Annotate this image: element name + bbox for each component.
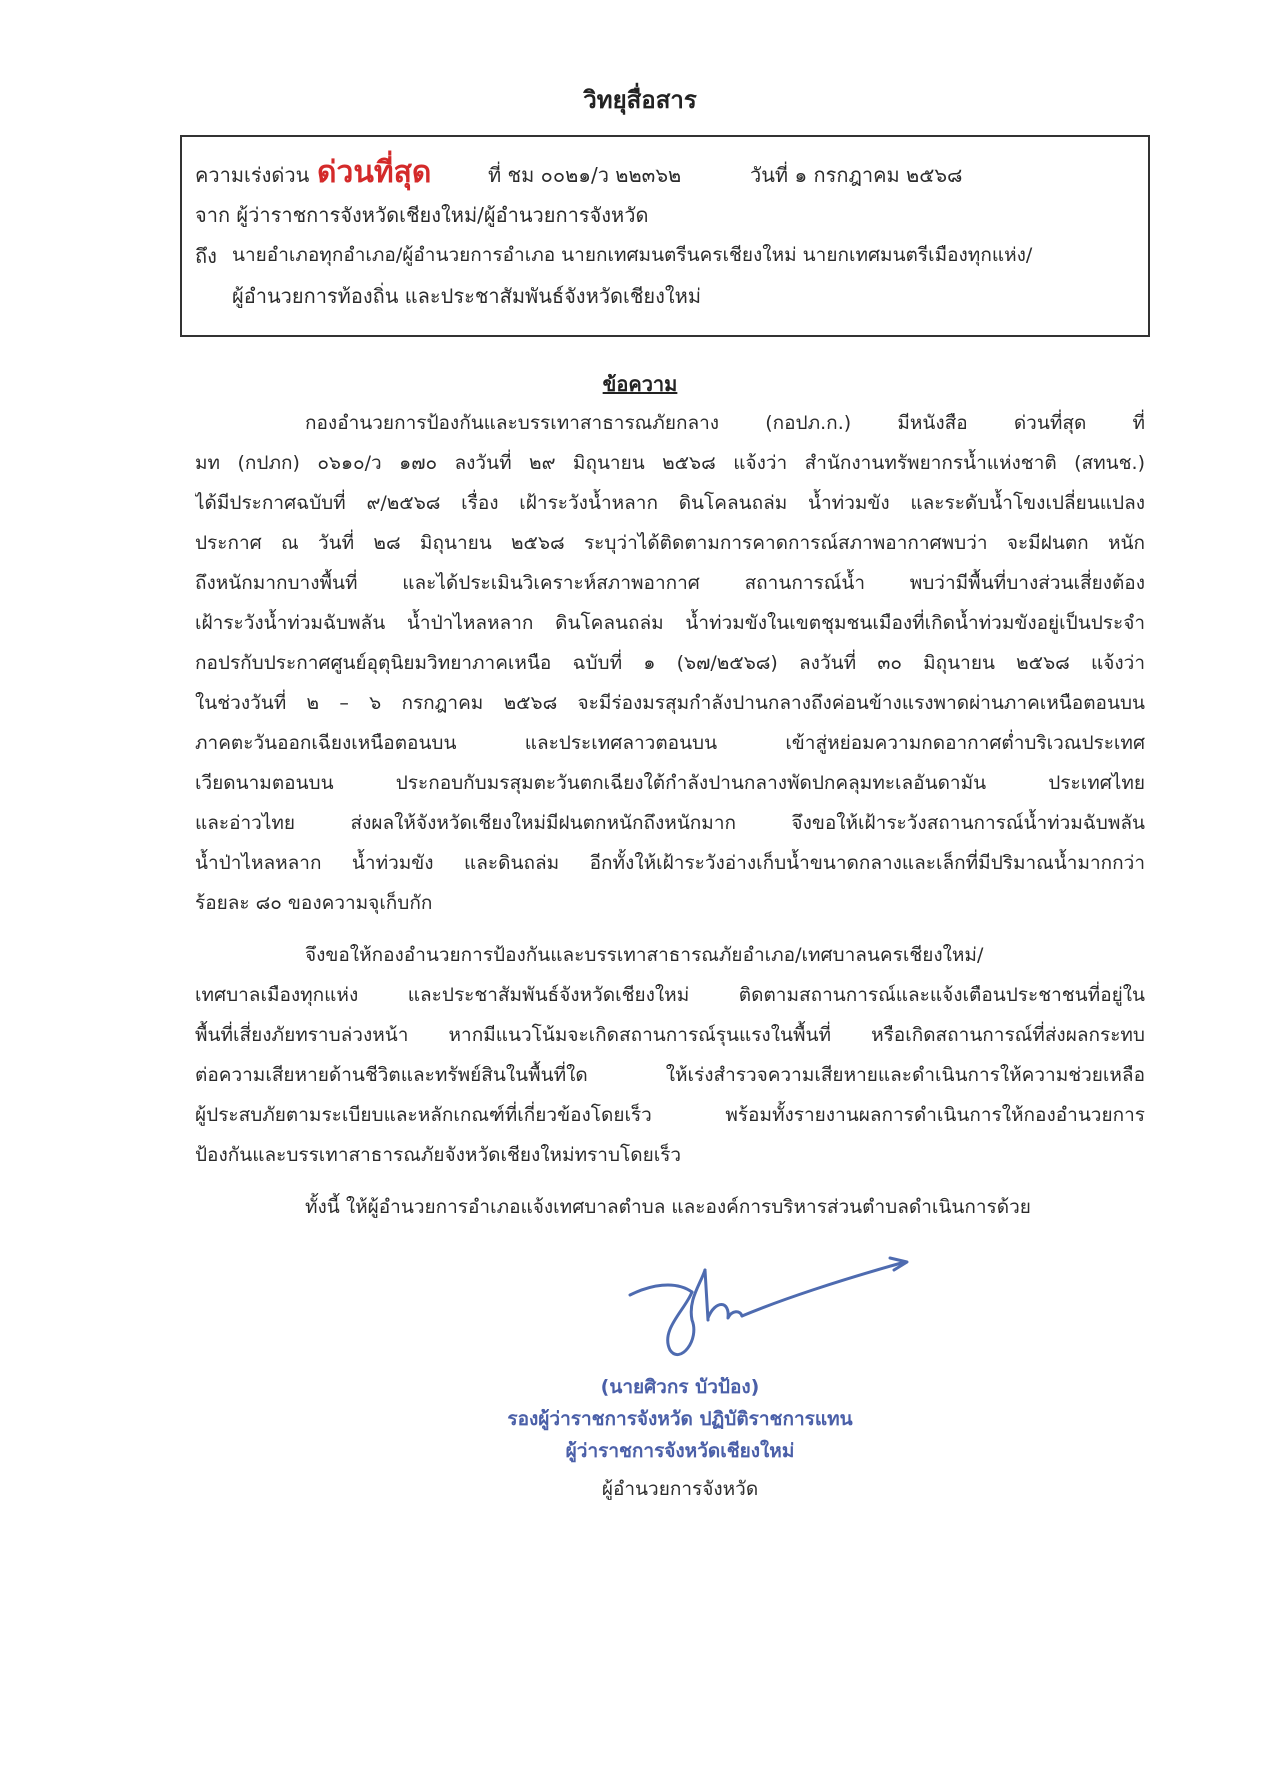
signatory-position-2: ผู้ว่าราชการจังหวัดเชียงใหม่ bbox=[565, 1440, 795, 1462]
paragraph-line: น้ำป่าไหลหลาก น้ำท่วมขัง และดินถล่ม อีกทั้งให้เฝ้าระวังอ่างเก็บน้ำขนาดกลางและเล็กที่มีปริมาณน้ำมากกว่า bbox=[195, 852, 1145, 874]
to-recipients-line2: ผู้อำนวยการท้องถิ่น และประชาสัมพันธ์จังหวัดเชียงใหม่ bbox=[232, 284, 702, 308]
paragraph-line: ร้อยละ ๘๐ ของความจุเก็บกัก bbox=[195, 892, 433, 914]
document-title: วิทยุสื่อสาร bbox=[583, 86, 697, 114]
paragraph-line: ประกาศ ณ วันที่ ๒๘ มิถุนายน ๒๕๖๘ ระบุว่าได้ติดตามการคาดการณ์สภาพอากาศพบว่า จะมีฝนตก หนัก bbox=[195, 532, 1145, 554]
paragraph-line: กองอำนวยการป้องกันและบรรเทาสาธารณภัยกลาง (กอปภ.ก.) มีหนังสือ ด่วนที่สุด ที่ bbox=[305, 412, 1145, 434]
paragraph-line: ผู้ประสบภัยตามระเบียบและหลักเกณฑ์ที่เกี่ยวข้องโดยเร็ว พร้อมทั้งรายงานผลการดำเนินการให้กองอำนวยการ bbox=[195, 1104, 1145, 1126]
to-recipients-line1: นายอำเภอทุกอำเภอ/ผู้อำนวยการอำเภอ นายกเทศมนตรีนครเชียงใหม่ นายกเทศมนตรีเมืองทุกแห่ง/ bbox=[232, 244, 1033, 266]
paragraph-line: และอ่าวไทย ส่งผลให้จังหวัดเชียงใหม่มีฝนตกหนักถึงหนักมาก จึงขอให้เฝ้าระวังสถานการณ์น้ำท่วมฉับพลัน bbox=[195, 812, 1145, 834]
paragraph-line: ถึงหนักมากบางพื้นที่ และได้ประเมินวิเคราะห์สภาพอากาศ สถานการณ์น้ำ พบว่ามีพื้นที่บางส่วนเสี่ยงต้อง bbox=[195, 572, 1145, 594]
paragraph-line: ป้องกันและบรรเทาสาธารณภัยจังหวัดเชียงใหม่ทราบโดยเร็ว bbox=[195, 1144, 682, 1166]
urgency-label: ความเร่งด่วน bbox=[195, 163, 310, 187]
paragraph-line: เวียดนามตอนบน ประกอบกับมรสุมตะวันตกเฉียงใต้กำลังปานกลางพัดปกคลุมทะเลอันดามัน ประเทศไทย bbox=[195, 772, 1145, 794]
signatory-position-1: รองผู้ว่าราชการจังหวัด ปฏิบัติราชการแทน bbox=[507, 1408, 853, 1430]
signature-stroke bbox=[668, 1270, 705, 1355]
signature-stroke bbox=[708, 1305, 742, 1319]
signature-stroke bbox=[705, 1270, 708, 1320]
header-box bbox=[180, 135, 1150, 337]
reference-number: ที่ ชม ๐๐๒๑/ว ๒๒๓๖๒ bbox=[488, 163, 682, 187]
to-label: ถึง bbox=[195, 244, 217, 268]
paragraph-line: จึงขอให้กองอำนวยการป้องกันและบรรเทาสาธารณภัยอำเภอ/เทศบาลนครเชียงใหม่/ bbox=[305, 944, 984, 966]
signatory-name: (นายศิวกร บัวป้อง) bbox=[600, 1376, 760, 1398]
paragraph-line: ในช่วงวันที่ ๒ – ๖ กรกฎาคม ๒๕๖๘ จะมีร่องมรสุมกำลังปานกลางถึงค่อนข้างแรงพาดผ่านภาคเหนือตอนบน bbox=[195, 692, 1145, 714]
paragraph-line: เทศบาลเมืองทุกแห่ง และประชาสัมพันธ์จังหวัดเชียงใหม่ ติดตามสถานการณ์และแจ้งเตือนประชาชนที่อยู่ใน bbox=[195, 984, 1145, 1006]
paragraph-line: ได้มีประกาศฉบับที่ ๙/๒๕๖๘ เรื่อง เฝ้าระวังน้ำหลาก ดินโคลนถล่ม น้ำท่วมขัง และระดับน้ำโขงเปลี่ยนแปลง bbox=[195, 492, 1145, 514]
section-heading: ข้อความ bbox=[602, 372, 678, 396]
signature-stroke bbox=[630, 1285, 692, 1295]
paragraph-3: ทั้งนี้ ให้ผู้อำนวยการอำเภอแจ้งเทศบาลตำบล และองค์การบริหารส่วนตำบลดำเนินการด้วย bbox=[305, 1196, 1031, 1218]
handwritten-signature bbox=[620, 1240, 920, 1360]
paragraph-line: ต่อความเสียหายด้านชีวิตและทรัพย์สินในพื้นที่ใด ให้เร่งสำรวจความเสียหายและดำเนินการให้ความช่วยเหลือ bbox=[195, 1064, 1145, 1086]
paragraph-line: มท (กปภก) ๐๖๑๐/ว ๑๗๐ ลงวันที่ ๒๙ มิถุนายน ๒๕๖๘ แจ้งว่า สำนักงานทรัพยากรน้ำแห่งชาติ (สทนช.) bbox=[195, 452, 1145, 474]
paragraph-line: กอปรกับประกาศศูนย์อุตุนิยมวิทยาภาคเหนือ ฉบับที่ ๑ (๖๗/๒๕๖๘) ลงวันที่ ๓๐ มิถุนายน ๒๕๖๘ แจ้งว่า bbox=[195, 652, 1145, 674]
paragraph-line: พื้นที่เสี่ยงภัยทราบล่วงหน้า หากมีแนวโน้มจะเกิดสถานการณ์รุนแรงในพื้นที่ หรือเกิดสถานการณ์ที่ส่งผลกระทบ bbox=[195, 1024, 1145, 1046]
paragraph-line: เฝ้าระวังน้ำท่วมฉับพลัน น้ำป่าไหลหลาก ดินโคลนถล่ม น้ำท่วมขังในเขตชุมชนเมืองที่เกิดน้ำท่วมขังอยู่เป็นประจำ bbox=[195, 612, 1145, 634]
signature-stroke bbox=[742, 1262, 905, 1316]
signatory-role: ผู้อำนวยการจังหวัด bbox=[601, 1478, 759, 1500]
urgency-value: ด่วนที่สุด bbox=[317, 155, 432, 190]
from-line: จาก ผู้ว่าราชการจังหวัดเชียงใหม่/ผู้อำนวยการจังหวัด bbox=[195, 203, 649, 227]
document-date: วันที่ ๑ กรกฎาคม ๒๕๖๘ bbox=[750, 163, 963, 187]
paragraph-line: ภาคตะวันออกเฉียงเหนือตอนบน และประเทศลาวตอนบน เข้าสู่หย่อมความกดอากาศต่ำบริเวณประเทศ bbox=[195, 732, 1145, 754]
